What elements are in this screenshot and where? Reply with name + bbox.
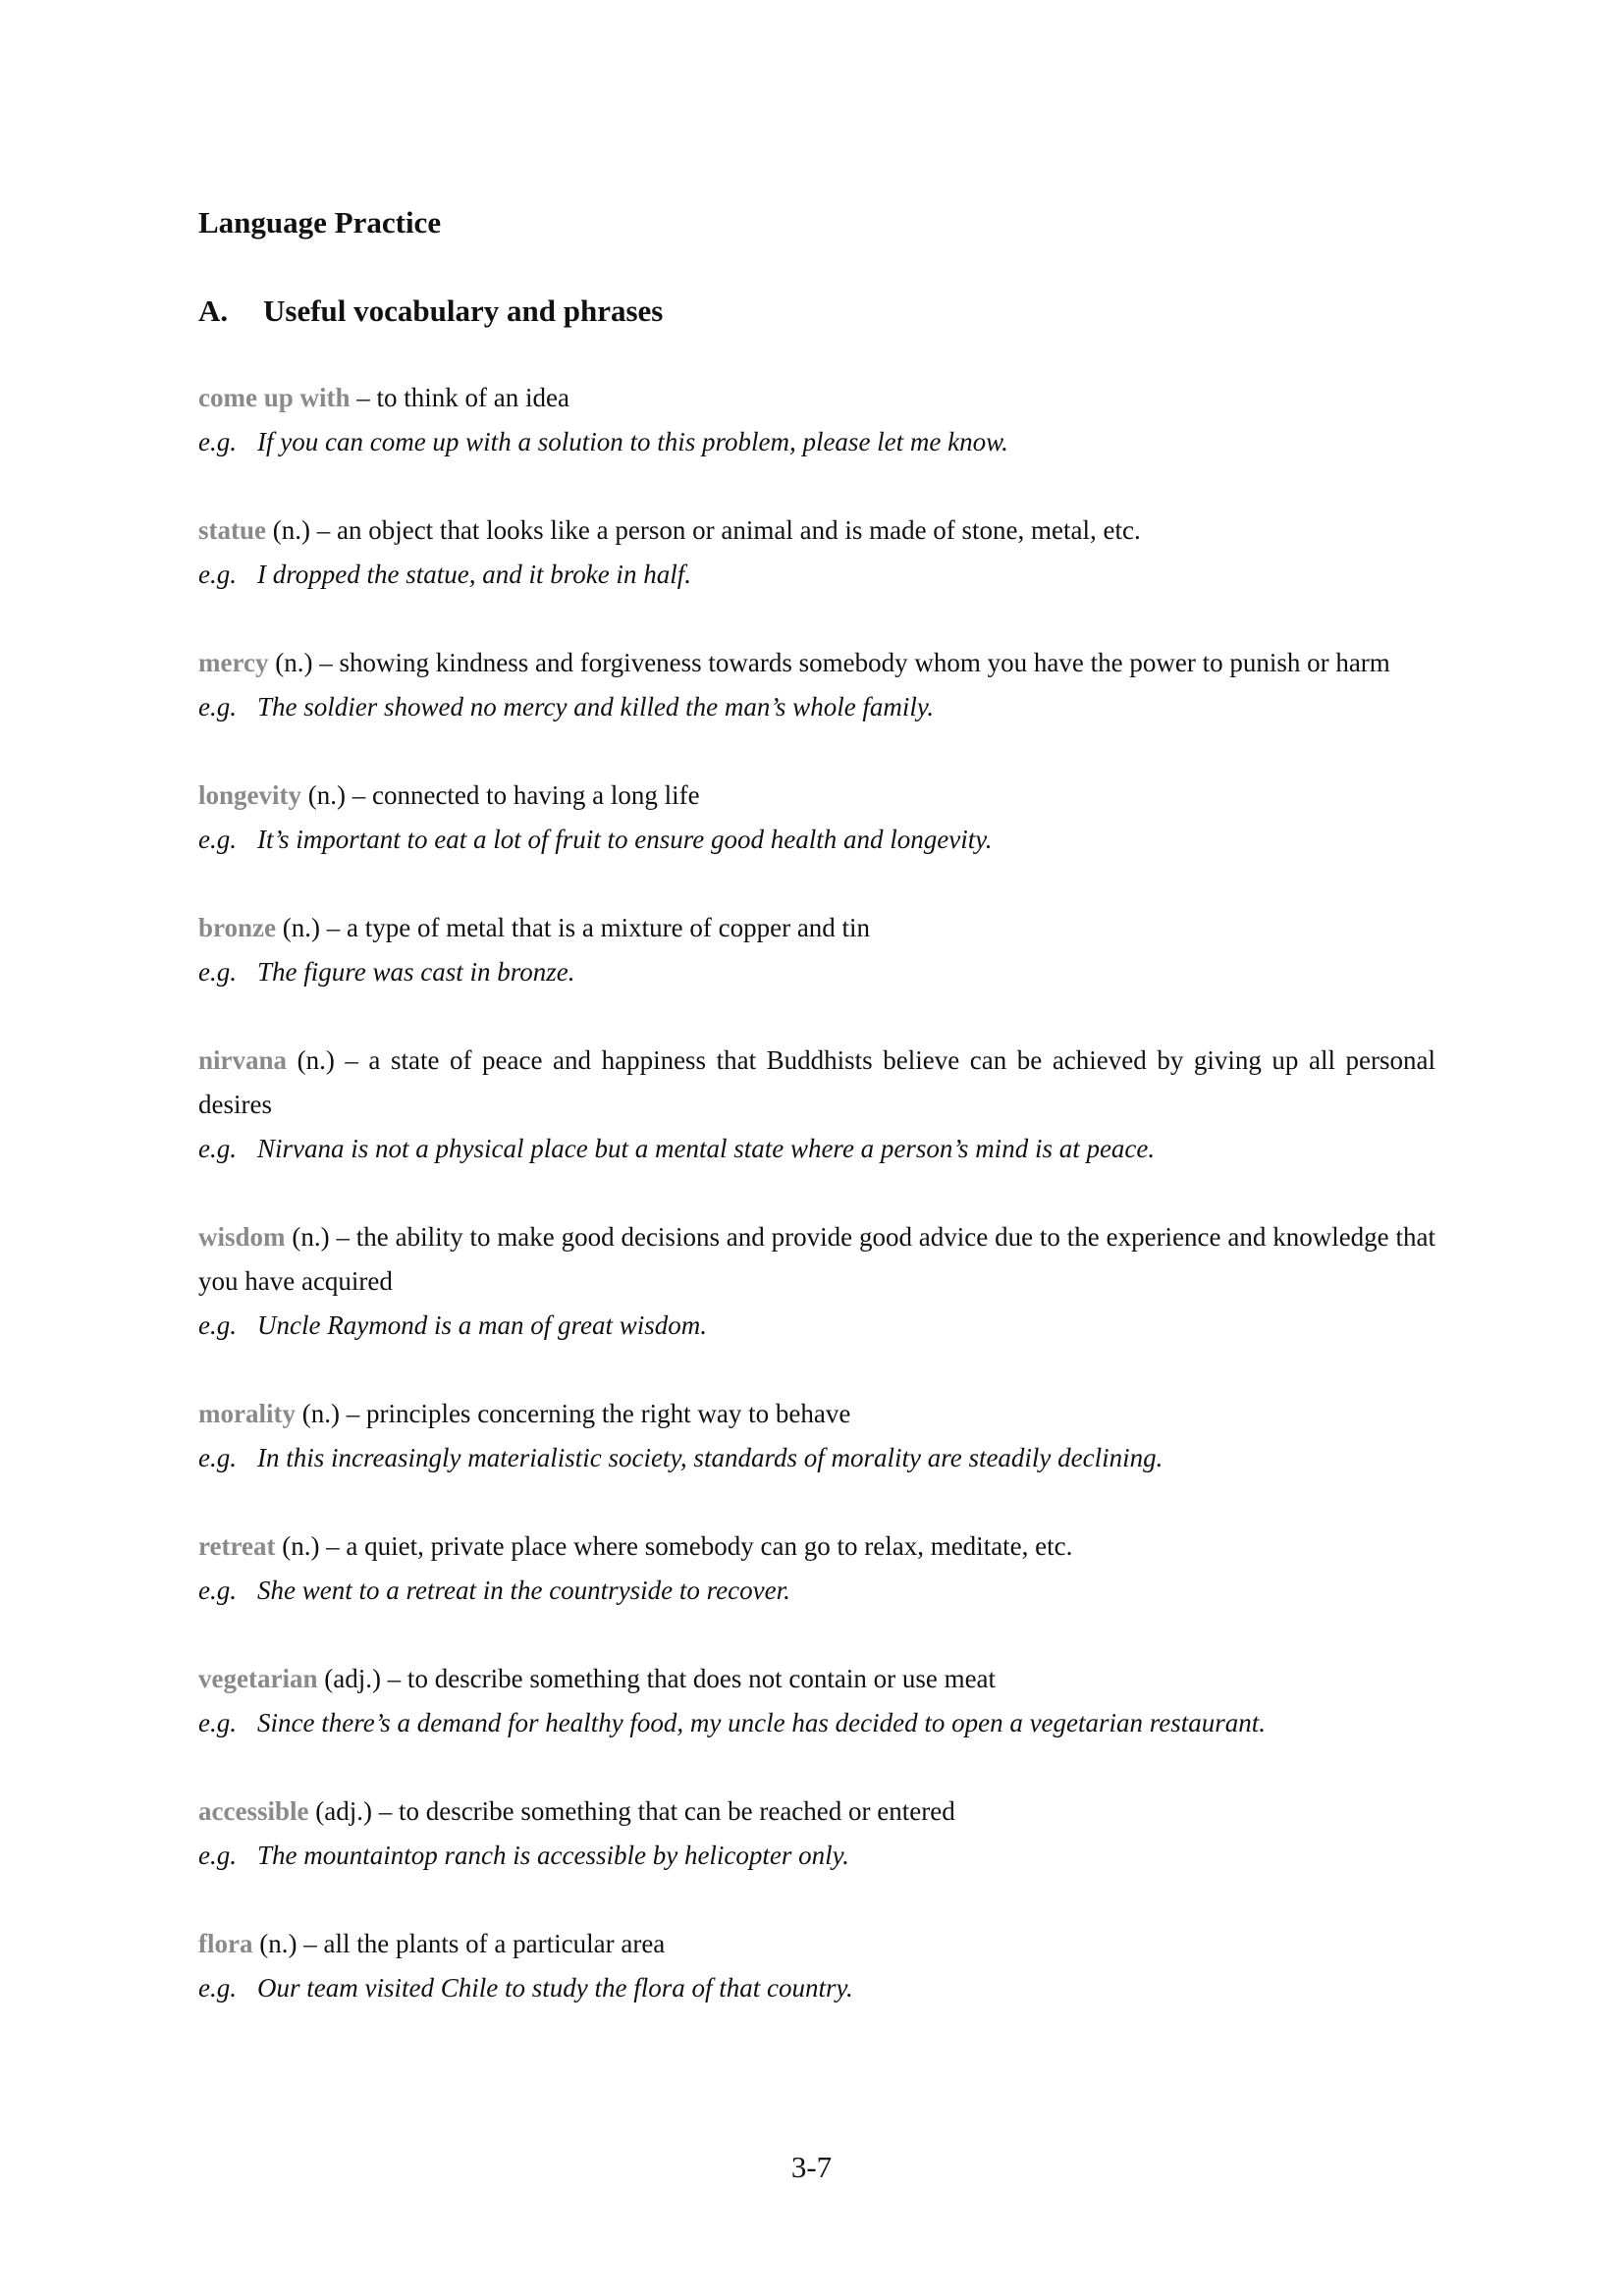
- vocabulary-term: nirvana: [198, 1045, 288, 1075]
- entry-definition-line: [198, 1215, 1435, 1304]
- vocabulary-entry: [198, 906, 1435, 994]
- vocabulary-entry: [198, 1922, 1435, 2010]
- vocabulary-term: morality: [198, 1399, 296, 1428]
- entry-definition-line: [198, 906, 1435, 950]
- example-prefix: e.g.: [198, 1841, 237, 1870]
- subsection-title: Useful vocabulary and phrases: [263, 294, 664, 328]
- vocabulary-entry: [198, 1039, 1435, 1171]
- entry-definition-line: [198, 1039, 1435, 1127]
- example-prefix: e.g.: [198, 825, 237, 854]
- entry-example: It’s important to eat a lot of fruit to ensure good health and longevity.: [257, 825, 993, 854]
- entry-definition-line: [198, 641, 1435, 685]
- vocabulary-term: wisdom: [198, 1222, 286, 1252]
- vocabulary-term: statue: [198, 515, 266, 545]
- example-prefix: e.g.: [198, 1708, 237, 1737]
- entry-example-line: [198, 1834, 1435, 1878]
- entry-definition-line: [198, 1789, 1435, 1834]
- example-prefix: e.g.: [198, 1134, 237, 1163]
- entry-example: Since there’s a demand for healthy food, my uncle has decided to open a vegetarian restaurant.: [257, 1708, 1267, 1737]
- entry-example-line: [198, 818, 1435, 862]
- entry-example: Our team visited Chile to study the flora of that country.: [257, 1973, 853, 2002]
- entry-definition-line: [198, 774, 1435, 818]
- example-prefix: e.g.: [198, 560, 237, 589]
- entry-example-line: [198, 1569, 1435, 1613]
- vocabulary-entry: [198, 1789, 1435, 1878]
- vocabulary-term: retreat: [198, 1531, 276, 1561]
- vocabulary-entry: [198, 508, 1435, 597]
- subsection-letter: A.: [198, 294, 229, 328]
- vocabulary-entry: [198, 1392, 1435, 1480]
- entry-example-line: [198, 1966, 1435, 2010]
- entry-example-line: [198, 1127, 1435, 1171]
- vocabulary-term: mercy: [198, 648, 269, 677]
- entry-example-line: [198, 1304, 1435, 1348]
- entry-example: If you can come up with a solution to this problem, please let me know.: [257, 427, 1008, 456]
- example-prefix: e.g.: [198, 692, 237, 721]
- vocabulary-entry: [198, 1657, 1435, 1745]
- section-title: Language Practice: [198, 205, 442, 240]
- vocabulary-term: come up with: [198, 383, 351, 412]
- vocabulary-entry: [198, 1524, 1435, 1613]
- example-prefix: e.g.: [198, 1973, 237, 2002]
- vocabulary-term: longevity: [198, 780, 301, 810]
- entry-example: She went to a retreat in the countryside to recover.: [257, 1575, 790, 1605]
- vocabulary-term: vegetarian: [198, 1664, 318, 1693]
- entry-example: The mountaintop ranch is accessible by helicopter only.: [257, 1841, 849, 1870]
- vocabulary-list: [198, 376, 1435, 2010]
- vocabulary-entry: [198, 376, 1435, 464]
- vocabulary-entry: [198, 641, 1435, 729]
- example-prefix: e.g.: [198, 1443, 237, 1472]
- example-prefix: e.g.: [198, 957, 237, 987]
- entry-definition-line: [198, 1922, 1435, 1966]
- entry-example-line: [198, 1436, 1435, 1480]
- example-prefix: e.g.: [198, 1310, 237, 1340]
- subsection-heading: [198, 290, 1435, 333]
- entry-definition: (n.) – an object that looks like a person or animal and is made of stone, metal, etc.: [266, 515, 1141, 545]
- entry-definition: (n.) – showing kindness and forgiveness towards somebody whom you have the power to punish or harm: [268, 648, 1390, 677]
- entry-definition: (n.) – principles concerning the right way to behave: [295, 1399, 851, 1428]
- entry-example: The figure was cast in bronze.: [257, 957, 575, 987]
- vocabulary-term: flora: [198, 1929, 253, 1958]
- entry-example-line: [198, 685, 1435, 729]
- vocabulary-term: accessible: [198, 1796, 309, 1826]
- entry-example-line: [198, 420, 1435, 464]
- entry-definition: (n.) – a quiet, private place where somebody can go to relax, meditate, etc.: [275, 1531, 1073, 1561]
- entry-definition: (n.) – a state of peace and happiness that Buddhists believe can be achieved by giving up all personal desires: [198, 1045, 1435, 1119]
- page-content: [198, 201, 1435, 2055]
- entry-example: Uncle Raymond is a man of great wisdom.: [257, 1310, 707, 1340]
- entry-definition-line: [198, 1524, 1435, 1569]
- vocabulary-entry: [198, 1215, 1435, 1348]
- vocabulary-term: bronze: [198, 913, 276, 942]
- entry-definition-line: [198, 1657, 1435, 1701]
- entry-example-line: [198, 950, 1435, 994]
- entry-definition-line: [198, 376, 1435, 420]
- example-prefix: e.g.: [198, 1575, 237, 1605]
- entry-definition: (n.) – the ability to make good decisions and provide good advice due to the experience and knowledge that you have acquired: [198, 1222, 1435, 1296]
- example-prefix: e.g.: [198, 427, 237, 456]
- entry-example: Nirvana is not a physical place but a mental state where a person’s mind is at peace.: [257, 1134, 1156, 1163]
- entry-definition: (n.) – all the plants of a particular area: [252, 1929, 666, 1958]
- entry-example: The soldier showed no mercy and killed the man’s whole family.: [257, 692, 935, 721]
- entry-definition-line: [198, 508, 1435, 553]
- entry-definition: – to think of an idea: [350, 383, 569, 412]
- entry-definition: (n.) – connected to having a long life: [301, 780, 700, 810]
- entry-example-line: [198, 1701, 1435, 1745]
- entry-example: I dropped the statue, and it broke in half.: [257, 560, 691, 589]
- entry-example: In this increasingly materialistic society, standards of morality are steadily declining.: [257, 1443, 1163, 1472]
- vocabulary-entry: [198, 774, 1435, 862]
- page-number: 3-7: [790, 2150, 833, 2184]
- entry-example-line: [198, 553, 1435, 597]
- entry-definition: (adj.) – to describe something that does not contain or use meat: [317, 1664, 997, 1693]
- entry-definition: (n.) – a type of metal that is a mixture of copper and tin: [276, 913, 871, 942]
- entry-definition: (adj.) – to describe something that can be reached or entered: [308, 1796, 955, 1826]
- entry-definition-line: [198, 1392, 1435, 1436]
